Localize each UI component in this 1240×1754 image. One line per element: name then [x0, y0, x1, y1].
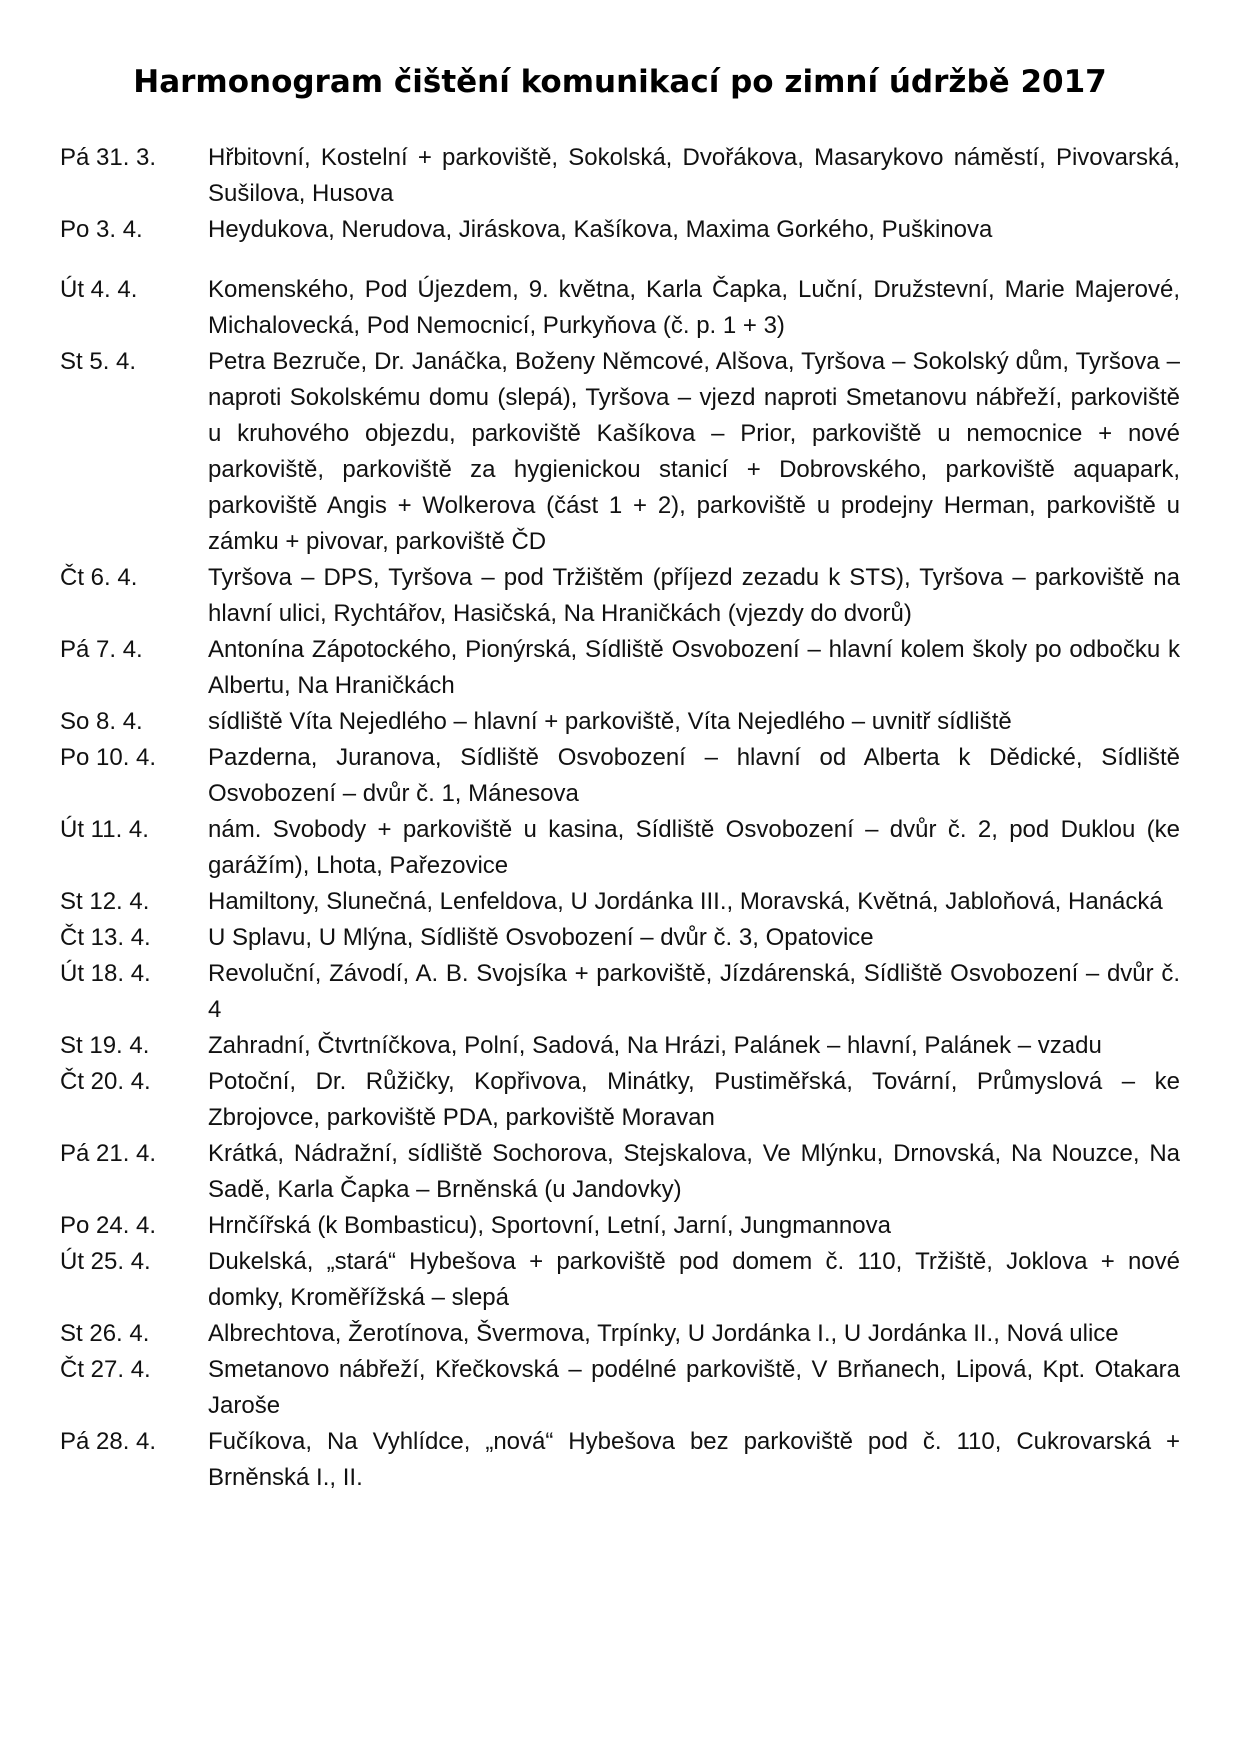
entry-streets: Komenského, Pod Újezdem, 9. května, Karla Čapka, Luční, Družstevní, Marie Majerové, Michalovecká, Pod Nemocnicí, Purkyňova (č. p. 1 + 3) — [208, 276, 1180, 339]
entry-date: So 8. 4. — [60, 708, 143, 735]
entry-date: St 5. 4. — [60, 348, 137, 375]
entry-streets: Pazderna, Juranova, Sídliště Osvobození – hlavní od Alberta k Dědické, Sídliště Osvobození – dvůr č. 1, Mánesova — [208, 744, 1180, 807]
schedule-entry — [60, 140, 1180, 212]
entry-streets: Smetanovo nábřeží, Křečkovská – podélné parkoviště, V Brňanech, Lipová, Kpt. Otakara Jaroše — [208, 1356, 1180, 1419]
schedule-entry — [60, 1424, 1180, 1496]
entry-date: Po 24. 4. — [60, 1212, 157, 1239]
schedule-entry — [60, 704, 1180, 740]
schedule-entry — [60, 1208, 1180, 1244]
entry-streets: Revoluční, Závodí, A. B. Svojsíka + parkoviště, Jízdárenská, Sídliště Osvobození – dvůr č. 4 — [208, 960, 1180, 1023]
entry-date: Čt 27. 4. — [60, 1356, 151, 1383]
entry-date: Čt 20. 4. — [60, 1068, 151, 1095]
schedule-entry — [60, 956, 1180, 1028]
entry-streets: Antonína Zápotockého, Pionýrská, Sídliště Osvobození – hlavní kolem školy po odbočku k Albertu, Na Hraničkách — [208, 636, 1180, 699]
entry-date: Út 25. 4. — [60, 1248, 151, 1275]
entry-date: Čt 13. 4. — [60, 924, 151, 951]
entry-date: St 12. 4. — [60, 888, 150, 915]
entry-date: Čt 6. 4. — [60, 564, 138, 591]
entry-streets: Zahradní, Čtvrtníčkova, Polní, Sadová, Na Hrázi, Palánek – hlavní, Palánek – vzadu — [208, 1032, 1102, 1059]
entry-streets: Hřbitovní, Kostelní + parkoviště, Sokolská, Dvořákova, Masarykovo náměstí, Pivovarská, Sušilova, Husova — [208, 144, 1180, 207]
entry-streets: Potoční, Dr. Růžičky, Kopřivova, Minátky, Pustiměřská, Tovární, Průmyslová – ke Zbrojovce, parkoviště PDA, parkoviště Moravan — [208, 1068, 1180, 1131]
schedule-entry — [60, 1064, 1180, 1136]
schedule-entry — [60, 812, 1180, 884]
entry-date: St 26. 4. — [60, 1320, 150, 1347]
cleaning-schedule — [60, 140, 1180, 1496]
entry-streets: Hamiltony, Slunečná, Lenfeldova, U Jordánka III., Moravská, Květná, Jabloňová, Hanácká — [208, 888, 1163, 915]
entry-date: Pá 31. 3. — [60, 144, 157, 171]
schedule-entry — [60, 884, 1180, 920]
entry-streets: Dukelská, „stará“ Hybešova + parkoviště pod domem č. 110, Tržiště, Joklova + nové domky, Kroměřížská – slepá — [208, 1248, 1180, 1311]
entry-date: Út 4. 4. — [60, 276, 138, 303]
document-title: Harmonogram čištění komunikací po zimní údržbě 2017 — [133, 64, 1107, 100]
schedule-entry — [60, 1316, 1180, 1352]
entry-streets: Hrnčířská (k Bombasticu), Sportovní, Letní, Jarní, Jungmannova — [208, 1212, 891, 1239]
schedule-entry — [60, 1136, 1180, 1208]
schedule-entry — [60, 920, 1180, 956]
entry-date: Pá 7. 4. — [60, 636, 143, 663]
schedule-entry — [60, 740, 1180, 812]
entry-streets: U Splavu, U Mlýna, Sídliště Osvobození – dvůr č. 3, Opatovice — [208, 924, 874, 951]
schedule-entry — [60, 272, 1180, 344]
entry-date: Po 10. 4. — [60, 744, 157, 771]
schedule-entry — [60, 560, 1180, 632]
schedule-entry — [60, 1244, 1180, 1316]
entry-streets: Petra Bezruče, Dr. Janáčka, Boženy Němcové, Alšova, Tyršova – Sokolský dům, Tyršova – naproti Sokolskému domu (slepá), Tyršova – vjezd naproti Smetanovu nábřeží, parkoviště u kruhového objezdu, parkoviště Kašíkova – Prior, parkoviště u nemocnice + nové parkoviště, parkoviště za hygienickou stanicí + Dobrovského, parkoviště aquapark, parkoviště Angis + Wolkerova (část 1 + 2), parkoviště u prodejny Herman, parkoviště u zámku + pivovar, parkoviště ČD — [208, 348, 1180, 555]
entry-streets: sídliště Víta Nejedlého – hlavní + parkoviště, Víta Nejedlého – uvnitř sídliště — [208, 708, 1012, 735]
entry-streets: Albrechtova, Žerotínova, Švermova, Trpínky, U Jordánka I., U Jordánka II., Nová ulice — [208, 1320, 1119, 1347]
entry-date: St 19. 4. — [60, 1032, 150, 1059]
schedule-entry — [60, 1028, 1180, 1064]
entry-streets: Krátká, Nádražní, sídliště Sochorova, Stejskalova, Ve Mlýnku, Drnovská, Na Nouzce, Na Sadě, Karla Čapka – Brněnská (u Jandovky) — [208, 1140, 1180, 1203]
schedule-entry — [60, 212, 1180, 248]
schedule-entry — [60, 632, 1180, 704]
entry-date: Út 18. 4. — [60, 960, 151, 987]
schedule-entry — [60, 1352, 1180, 1424]
schedule-entry — [60, 344, 1180, 560]
entry-streets: Heydukova, Nerudova, Jiráskova, Kašíkova, Maxima Gorkého, Puškinova — [208, 216, 993, 243]
entry-streets: Fučíkova, Na Vyhlídce, „nová“ Hybešova bez parkoviště pod č. 110, Cukrovarská + Brněnská I., II. — [208, 1428, 1180, 1491]
entry-date: Út 11. 4. — [60, 816, 149, 843]
entry-date: Pá 21. 4. — [60, 1140, 157, 1167]
entry-streets: Tyršova – DPS, Tyršova – pod Tržištěm (příjezd zezadu k STS), Tyršova – parkoviště na hlavní ulici, Rychtářov, Hasičská, Na Hraničkách (vjezdy do dvorů) — [208, 564, 1180, 627]
entry-streets: nám. Svobody + parkoviště u kasina, Sídliště Osvobození – dvůr č. 2, pod Duklou (ke garážím), Lhota, Pařezovice — [208, 816, 1180, 879]
entry-date: Po 3. 4. — [60, 216, 143, 243]
entry-date: Pá 28. 4. — [60, 1428, 157, 1455]
